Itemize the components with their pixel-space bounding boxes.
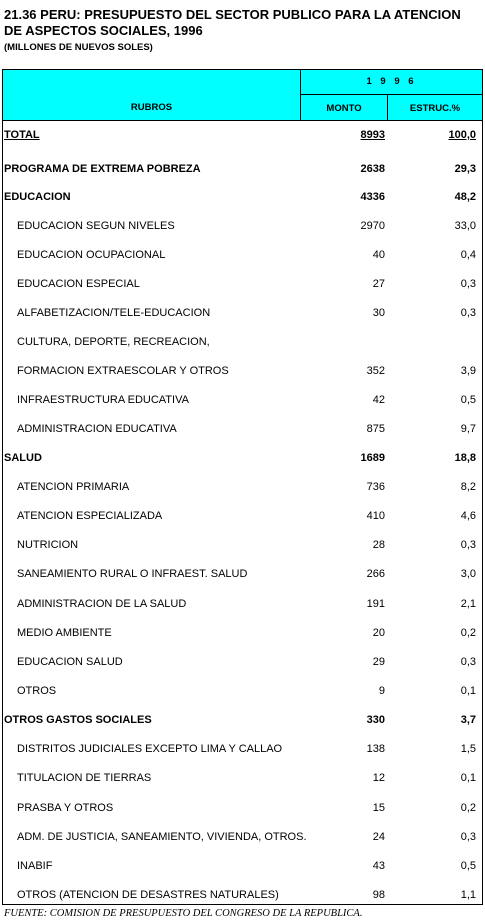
- page-title: 21.36 PERU: PRESUPUESTO DEL SECTOR PUBLICO PARA LA ATENCION DE ASPECTOS SOCIALES, 1996: [4, 7, 461, 38]
- row-estruc: 33,0: [454, 220, 476, 232]
- table-row-category: [3, 710, 482, 730]
- row-estruc: 1,5: [460, 743, 476, 755]
- row-monto: 875: [366, 423, 385, 435]
- table-row: [3, 216, 482, 236]
- row-label: TOTAL: [4, 129, 40, 141]
- row-monto: 42: [372, 394, 385, 406]
- row-monto: 12: [372, 772, 385, 784]
- table-row: [3, 564, 482, 584]
- table-row: [3, 361, 482, 381]
- row-estruc: 0,3: [460, 831, 476, 843]
- table-row: [3, 419, 482, 439]
- table-row: [3, 594, 482, 614]
- table-row: [3, 885, 482, 905]
- table-row: [3, 652, 482, 672]
- row-label: INABIF: [17, 860, 53, 872]
- row-monto: 9: [378, 685, 385, 697]
- row-estruc: 0,3: [460, 539, 476, 551]
- row-label: ATENCION PRIMARIA: [17, 481, 130, 493]
- row-monto: 28: [372, 539, 385, 551]
- row-label: NUTRICION: [17, 539, 79, 551]
- table-row-category: [3, 159, 482, 179]
- row-monto: 191: [366, 598, 385, 610]
- row-estruc: 0,1: [460, 685, 476, 697]
- table-row: [3, 827, 482, 847]
- row-monto: 352: [366, 365, 385, 377]
- table-row: [3, 274, 482, 294]
- row-estruc: 4,6: [460, 510, 476, 522]
- row-estruc: 2,1: [460, 598, 476, 610]
- row-estruc: 0,1: [460, 772, 476, 784]
- row-monto: 2970: [360, 220, 385, 232]
- table-row-category: [3, 448, 482, 468]
- row-estruc: 0,2: [460, 627, 476, 639]
- row-estruc: 0,3: [460, 656, 476, 668]
- row-label: EDUCACION OCUPACIONAL: [17, 249, 166, 261]
- row-estruc: 0,5: [460, 394, 476, 406]
- row-estruc: 0,2: [460, 802, 476, 814]
- row-label: ADMINISTRACION DE LA SALUD: [17, 598, 187, 610]
- source-note: FUENTE: COMISION DE PRESUPUESTO DEL CONGRESO DE LA REPUBLICA.: [4, 908, 363, 919]
- row-monto: 43: [372, 860, 385, 872]
- row-monto: 15: [372, 802, 385, 814]
- row-estruc: 0,3: [460, 307, 476, 319]
- row-estruc: 3,9: [460, 365, 476, 377]
- row-label: OTROS (ATENCION DE DESASTRES NATURALES): [17, 889, 279, 901]
- row-monto: 29: [372, 656, 385, 668]
- row-label: OTROS: [17, 685, 57, 697]
- row-label: SALUD: [4, 452, 42, 464]
- row-label: INFRAESTRUCTURA EDUCATIVA: [17, 394, 189, 406]
- table-row-category: [3, 187, 482, 207]
- row-label: ADMINISTRACION EDUCATIVA: [17, 423, 177, 435]
- row-label: TITULACION DE TIERRAS: [17, 772, 152, 784]
- column-header-estruc: ESTRUC.%: [409, 103, 461, 114]
- row-label: FORMACION EXTRAESCOLAR Y OTROS: [17, 365, 229, 377]
- row-estruc: 1,1: [460, 889, 476, 901]
- table-row: [3, 768, 482, 788]
- row-estruc: 0,3: [460, 278, 476, 290]
- column-header-monto: MONTO: [301, 95, 388, 120]
- row-estruc: 0,5: [460, 860, 476, 872]
- table-row: [3, 856, 482, 876]
- table-row: [3, 506, 482, 526]
- page-subtitle: (MILLONES DE NUEVOS SOLES): [4, 42, 153, 53]
- row-monto: 20: [372, 627, 385, 639]
- table-row: [3, 245, 482, 265]
- table-row: [3, 303, 482, 323]
- budget-table: [2, 69, 483, 905]
- row-label: PRASBA Y OTROS: [17, 802, 114, 814]
- table-row: [3, 739, 482, 759]
- row-estruc: 3,7: [460, 714, 476, 726]
- row-estruc: 29,3: [454, 163, 476, 175]
- row-label: EDUCACION SEGUN NIVELES: [17, 220, 175, 232]
- row-label: MEDIO AMBIENTE: [17, 627, 112, 639]
- row-monto: 266: [366, 568, 385, 580]
- table-row: [3, 798, 482, 818]
- row-label: DISTRITOS JUDICIALES EXCEPTO LIMA Y CALLAO: [17, 743, 283, 755]
- row-estruc: 3,0: [460, 568, 476, 580]
- row-monto: 8993: [360, 129, 385, 141]
- row-monto: 2638: [360, 163, 385, 175]
- row-label: CULTURA, DEPORTE, RECREACION,: [17, 336, 210, 348]
- row-label: ALFABETIZACION/TELE-EDUCACION: [17, 307, 211, 319]
- table-row: [3, 623, 482, 643]
- table-row: [3, 477, 482, 497]
- row-estruc: 48,2: [454, 191, 476, 203]
- row-label: ATENCION ESPECIALIZADA: [17, 510, 163, 522]
- row-monto: 4336: [360, 191, 385, 203]
- row-label: SANEAMIENTO RURAL O INFRAEST. SALUD: [17, 568, 248, 580]
- row-label: PROGRAMA DE EXTREMA POBREZA: [4, 163, 201, 175]
- row-label: ADM. DE JUSTICIA, SANEAMIENTO, VIVIENDA, OTROS.: [17, 831, 307, 843]
- row-estruc: 0,4: [460, 249, 476, 261]
- column-header-year: 1 9 9 6: [301, 70, 482, 95]
- row-monto: 98: [372, 889, 385, 901]
- table-row: [3, 681, 482, 701]
- row-monto: 330: [366, 714, 385, 726]
- row-label: EDUCACION: [4, 191, 71, 203]
- table-row: [3, 390, 482, 410]
- row-monto: 410: [366, 510, 385, 522]
- table-row: [3, 332, 482, 352]
- row-label: EDUCACION SALUD: [17, 656, 123, 668]
- row-label: OTROS GASTOS SOCIALES: [4, 714, 152, 726]
- row-label: EDUCACION ESPECIAL: [17, 278, 140, 290]
- row-estruc: 18,8: [454, 452, 476, 464]
- row-monto: 24: [372, 831, 385, 843]
- table-row: [3, 535, 482, 555]
- row-monto: 27: [372, 278, 385, 290]
- row-monto: 1689: [360, 452, 385, 464]
- row-monto: 736: [366, 481, 385, 493]
- row-estruc: 100,0: [448, 129, 476, 141]
- column-header-rubros: [3, 70, 301, 120]
- column-header-rubros-label: RUBROS: [130, 102, 173, 113]
- row-monto: 30: [372, 307, 385, 319]
- row-monto: 40: [372, 249, 385, 261]
- row-estruc: 9,7: [460, 423, 476, 435]
- row-monto: 138: [366, 743, 385, 755]
- row-estruc: 8,2: [460, 481, 476, 493]
- table-header: [3, 70, 482, 121]
- table-row-total: [3, 125, 482, 145]
